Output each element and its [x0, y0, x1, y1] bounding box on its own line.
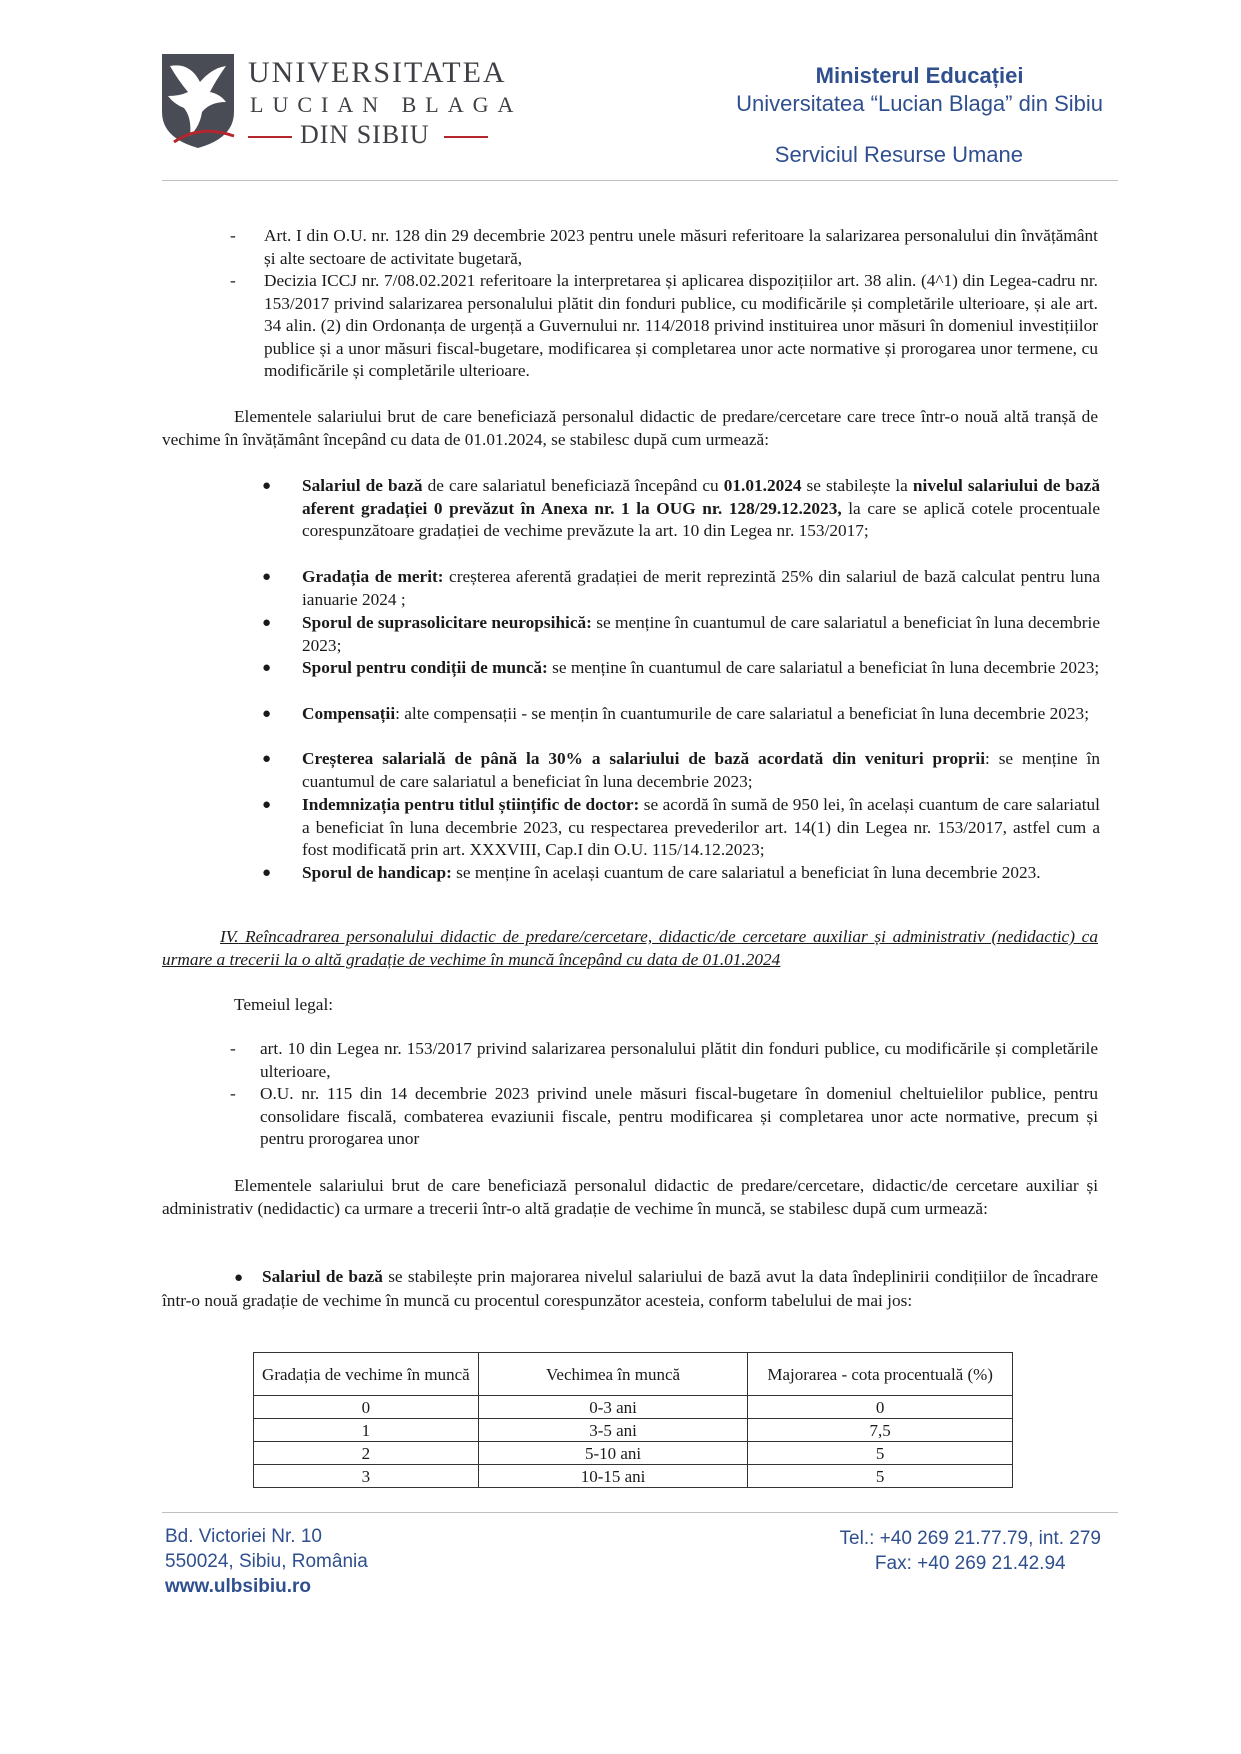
table-cell: 1	[254, 1419, 479, 1442]
seniority-table	[253, 1352, 1013, 1488]
table-cell: 3	[254, 1465, 479, 1488]
list-item-text: Creșterea salarială de până la 30% a salariului de bază acordată din venituri proprii: se menține în cuantumul de care salariatul a beneficiat în luna decembrie 2023;	[302, 749, 1100, 791]
table-row	[254, 1396, 1013, 1419]
table-header-cell: Majorarea - cota procentuală (%)	[748, 1353, 1013, 1396]
logo-text-universitatea: UNIVERSITATEA	[248, 56, 507, 89]
legal-ref-text: art. 10 din Legea nr. 153/2017 privind salarizarea personalului plătit din fonduri publice, cu modificările și completările ulterioare,	[260, 1039, 1098, 1081]
table-cell: 3-5 ani	[478, 1419, 748, 1442]
table-header-cell: Gradația de vechime în muncă	[254, 1353, 479, 1396]
logo-red-dash-right	[444, 136, 488, 138]
website-link[interactable]: www.ulbsibiu.ro	[165, 1576, 312, 1597]
logo-text-din-sibiu-row	[248, 118, 488, 152]
university-logo	[160, 52, 523, 152]
fax-number: Fax: +40 269 21.42.94	[874, 1553, 1066, 1574]
table-cell: 10-15 ani	[478, 1465, 748, 1488]
legal-ref-text: Art. I din O.U. nr. 128 din 29 decembrie 2023 pentru unele măsuri referitoare la salarizarea personalului din învățământ și alte sectoare de activitate bugetară,	[264, 226, 1098, 268]
dash-marker: -	[230, 271, 236, 290]
list-item-text: Indemnizația pentru titlul științific de doctor: se acordă în sumă de 950 lei, în același cuantum de care salariatul a beneficiat în luna decembrie 2023, cu respectarea prevederilor art. 14(1) din Legea nr. 153/2017, astfel cum a fost modificată prin art. XXXVIII, Cap.I din O.U. 115/14.12.2023;	[302, 795, 1100, 860]
header-divider	[162, 180, 1118, 181]
address-street: Bd. Victoriei Nr. 10	[165, 1526, 323, 1547]
table-header-row	[254, 1353, 1013, 1396]
section-iv-title	[162, 925, 1098, 971]
ministry-name: Ministerul Educației	[815, 63, 1024, 88]
address-city: 550024, Sibiu, România	[165, 1551, 368, 1572]
department-name: Serviciul Resurse Umane	[774, 142, 1023, 167]
ministry-block	[736, 62, 1103, 118]
list-item-text: Salariul de bază de care salariatul beneficiază începând cu 01.01.2024 se stabilește la nivelul salariului de bază aferent gradației 0 prevăzut în Anexa nr. 1 la OUG nr. 128/29.12.2023, la care se aplică cotele procentuale corespunzătoare gradației de vechime prevăzute la art. 10 din Legea nr. 153/2017;	[302, 476, 1100, 541]
table-cell: 5	[748, 1465, 1013, 1488]
bullet-dot: ●	[262, 478, 272, 494]
list-item-text: Gradația de merit: creșterea aferentă gradației de merit reprezintă 25% din salariul de bază calculat pentru luna ianuarie 2024 ;	[302, 567, 1101, 609]
table-header-cell: Vechimea în muncă	[478, 1353, 748, 1396]
section-iv-paragraph: Elementele salariului brut de care beneficiază personalul didactic de predare/cercetare, didactic/de cercetare auxiliar și administrativ (nedidactic) ca urmare a trecerii într-o altă gradație de vechime în muncă, se stabilesc după cum urmează:	[162, 1176, 1098, 1218]
table-cell: 0	[748, 1396, 1013, 1419]
logo-red-dash-left	[248, 136, 292, 138]
bullet-dot: ●	[262, 569, 272, 585]
legal-basis-label: Temeiul legal:	[234, 995, 334, 1014]
legal-ref-text: O.U. nr. 115 din 14 decembrie 2023 privind unele măsuri fiscal-bugetare în domeniul cheltuielilor publice, pentru consolidare fiscală, combaterea evaziunii fiscale, pentru modificarea și completarea unor acte normative, precum și pentru prorogarea unor	[260, 1084, 1098, 1149]
table-cell: 5-10 ani	[478, 1442, 748, 1465]
intro-paragraph: Elementele salariului brut de care beneficiază personalul didactic de predare/cercetare care trece într-o nouă altă tranșă de vechime în învățământ începând cu data de 01.01.2024, se stabilesc după cum urmează:	[162, 407, 1098, 449]
bullet-dot: ●	[262, 706, 272, 722]
table-row	[254, 1442, 1013, 1465]
logo-text-lucian-blaga: LUCIAN BLAGA	[250, 92, 523, 117]
footer-contact	[840, 1526, 1101, 1576]
table-cell: 0	[254, 1396, 479, 1419]
table-cell: 7,5	[748, 1419, 1013, 1442]
eagle-shield-icon	[160, 52, 236, 150]
table-row	[254, 1465, 1013, 1488]
bullet-dot: ●	[262, 615, 272, 631]
bullet-dot: ●	[262, 865, 272, 881]
dash-marker: -	[230, 226, 236, 245]
list-item-text: Compensații: alte compensații - se mențin în cuantumurile de care salariatul a beneficiat în luna decembrie 2023;	[302, 704, 1089, 723]
university-name: Universitatea “Lucian Blaga” din Sibiu	[736, 91, 1103, 116]
table-cell: 5	[748, 1442, 1013, 1465]
section-title-text: Reîncadrarea personalului didactic de predare/cercetare, didactic/de cercetare auxiliar și administrativ (nedidactic) ca urmare a trecerii la o altă gradație de vechime în muncă începând cu data de 01.01.2024	[162, 927, 1098, 969]
logo-text-din-sibiu: DIN SIBIU	[300, 120, 430, 149]
bullet-dot: ●	[234, 1270, 244, 1286]
list-item-text: Sporul pentru condiții de muncă: se menține în cuantumul de care salariatul a beneficiat în luna decembrie 2023;	[302, 658, 1100, 677]
section-iv-bullet: ● Salariul de bază se stabilește prin majorarea nivelul salariului de bază avut la data îndeplinirii condițiilor de încadrare într-o nouă gradație de vechime în muncă cu procentul corespunzător acesteia, conform tabelului de mai jos:	[162, 1267, 1098, 1310]
table-cell: 2	[254, 1442, 479, 1465]
list-item-text: Sporul de handicap: se menține în același cuantum de care salariatul a beneficiat în luna decembrie 2023.	[302, 863, 1041, 882]
dash-marker: -	[230, 1084, 236, 1103]
page-header	[0, 0, 1241, 185]
bullet-dot: ●	[262, 660, 272, 676]
footer-divider	[162, 1512, 1118, 1513]
section-number: IV.	[220, 927, 239, 946]
table-row	[254, 1419, 1013, 1442]
dash-marker: -	[230, 1039, 236, 1058]
bullet-dot: ●	[262, 751, 272, 767]
table-cell: 0-3 ani	[478, 1396, 748, 1419]
bullet-dot: ●	[262, 797, 272, 813]
list-item-text: Sporul de suprasolicitare neuropsihică: se menține în cuantumul de care salariatul a beneficiat în luna decembrie 2023;	[302, 613, 1100, 655]
footer-address	[165, 1524, 368, 1599]
legal-ref-text: Decizia ICCJ nr. 7/08.02.2021 referitoare la interpretarea și aplicarea dispozițiilor art. 38 alin. (4^1) din Legea-cadru nr. 153/2017 privind salarizarea personalului plătit din fonduri publice, cu modificările și completările ulterioare, și ale art. 34 alin. (2) din Ordonanța de urgență a Guvernului nr. 114/2018 privind instituirea unor măsuri în domeniul investițiilor publice și a unor măsuri fiscal-bugetare, modificarea și completarea unor acte normative și prorogarea unor termene, cu modificările și completările ulterioare.	[264, 271, 1098, 381]
phone-number: Tel.: +40 269 21.77.79, int. 279	[839, 1528, 1101, 1549]
